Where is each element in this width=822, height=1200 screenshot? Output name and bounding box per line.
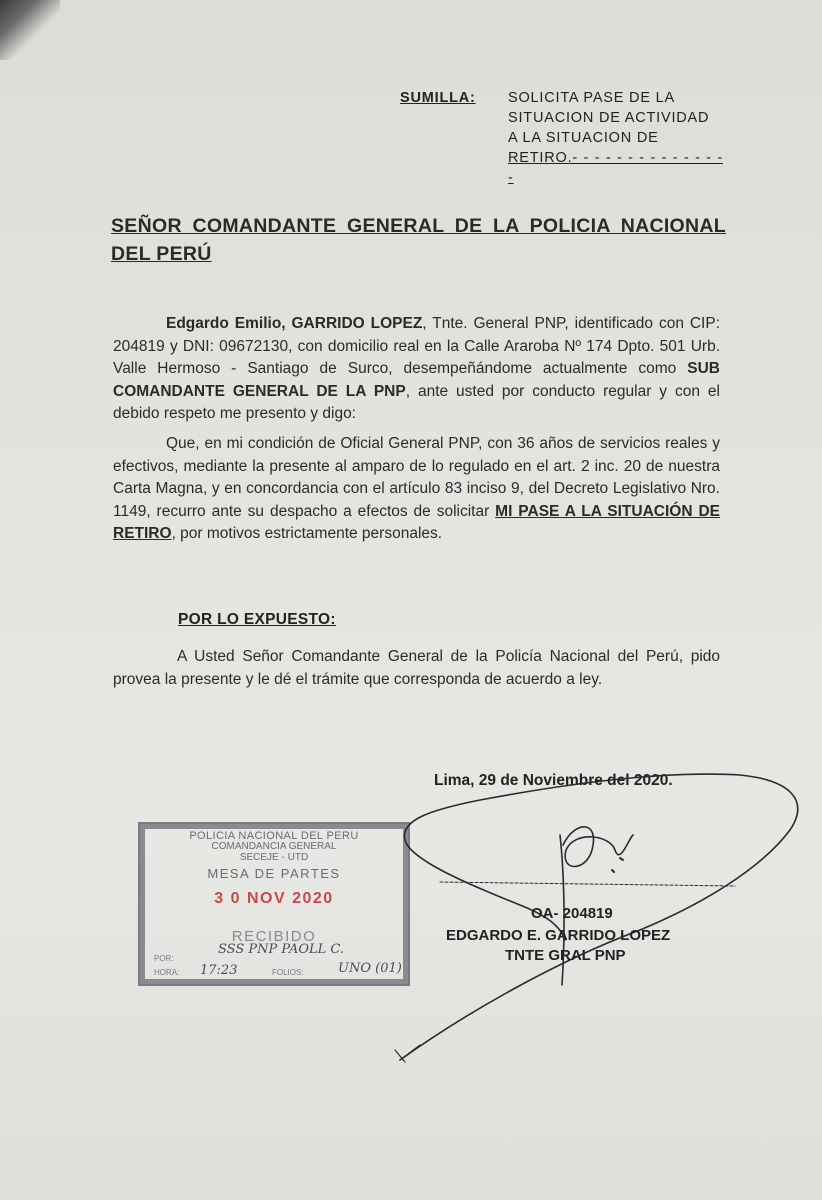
stamp-command: COMANDANCIA GENERAL [211,841,337,852]
paragraph-request [113,433,720,546]
stamp-hora-label: HORA: [154,968,180,977]
sumilla-text-plain: SOLICITA PASE DE LA SITUACION DE ACTIVIDAD A LA SITUACION DE [508,90,710,146]
stamp-institution: POLICIA NACIONAL DEL PERU [189,830,359,842]
reception-stamp [138,822,410,986]
por-lo-expuesto-colon: : [330,611,336,628]
stamp-office: MESA DE PARTES [207,866,341,881]
petitioner-name: Edgardo Emilio, GARRIDO LOPEZ [166,315,423,332]
paragraph-closing: A Usted Señor Comandante General de la Policía Nacional del Perú, pido provea la presente y le dé el trámite que corresponda de acuerdo a ley. [113,648,720,688]
paragraph2-text-b: , por motivos estrictamente personales. [171,525,443,542]
stamp-folios-label: FOLIOS: [272,968,304,977]
stamp-unit: SECEJE - UTD [239,852,309,863]
retirement-request: MI PASE A LA SITUACIÓN DE RETIRO [113,502,720,542]
stamp-folios-handwritten: UNO (01) [338,961,402,976]
stamp-hora-handwritten: 17:23 [200,963,238,978]
paragraph-identification [113,313,720,426]
signature-cip: OA- 204819 [531,905,613,922]
sumilla-text-underlined: RETIRO.- - - - - - - - - - - - - - - [508,150,723,186]
sumilla-text [508,88,723,188]
paragraph2-text-a: Que, en mi condición de Oficial General PNP, con 36 años de servicios reales y efectivos, mediante la presente al amparo de lo regulado en el art. 2 inc. 20 de nuestra Carta Magna, y en concordancia con el artículo 83 inciso 9, del Decreto Legislativo Nro. 1149, recurro ante su despacho a efectos de solicitar [113,435,720,520]
signature-rank: TNTE GRAL PNP [505,947,626,964]
photo-corner-shadow [0,0,60,60]
paragraph1-text-b: , ante usted por conducto regular y con el debido respeto me presento y digo: [113,382,720,422]
signature-name: EDGARDO E. GARRIDO LOPEZ [446,927,671,944]
por-lo-expuesto-heading [178,611,336,629]
petitioner-position: SUB COMANDANTE GENERAL DE LA PNP [113,360,720,400]
paragraph1-text-a: , Tnte. General PNP, identificado con CIP: 204819 y DNI: 09672130, con domicilio real en la Calle Araroba Nº 174 Dpto. 501 Urb. Valle Hermoso - Santiago de Surco, desempeñándome actualmente como [113,315,721,377]
por-lo-expuesto-text: POR LO EXPUESTO [178,611,331,628]
stamp-por-label: POR: [154,954,174,963]
stamp-por-handwritten: SSS PNP PAOLL C. [218,942,345,957]
stamp-received: RECIBIDO [231,928,317,945]
date-line: Lima, 29 de Noviembre del 2020. [434,772,673,789]
stamp-date: 3 0 NOV 2020 [214,890,334,907]
sumilla-label: SUMILLA: [400,90,476,106]
addressee-heading: SEÑOR COMANDANTE GENERAL DE LA POLICIA NACIONAL DEL PERÚ [111,215,726,265]
